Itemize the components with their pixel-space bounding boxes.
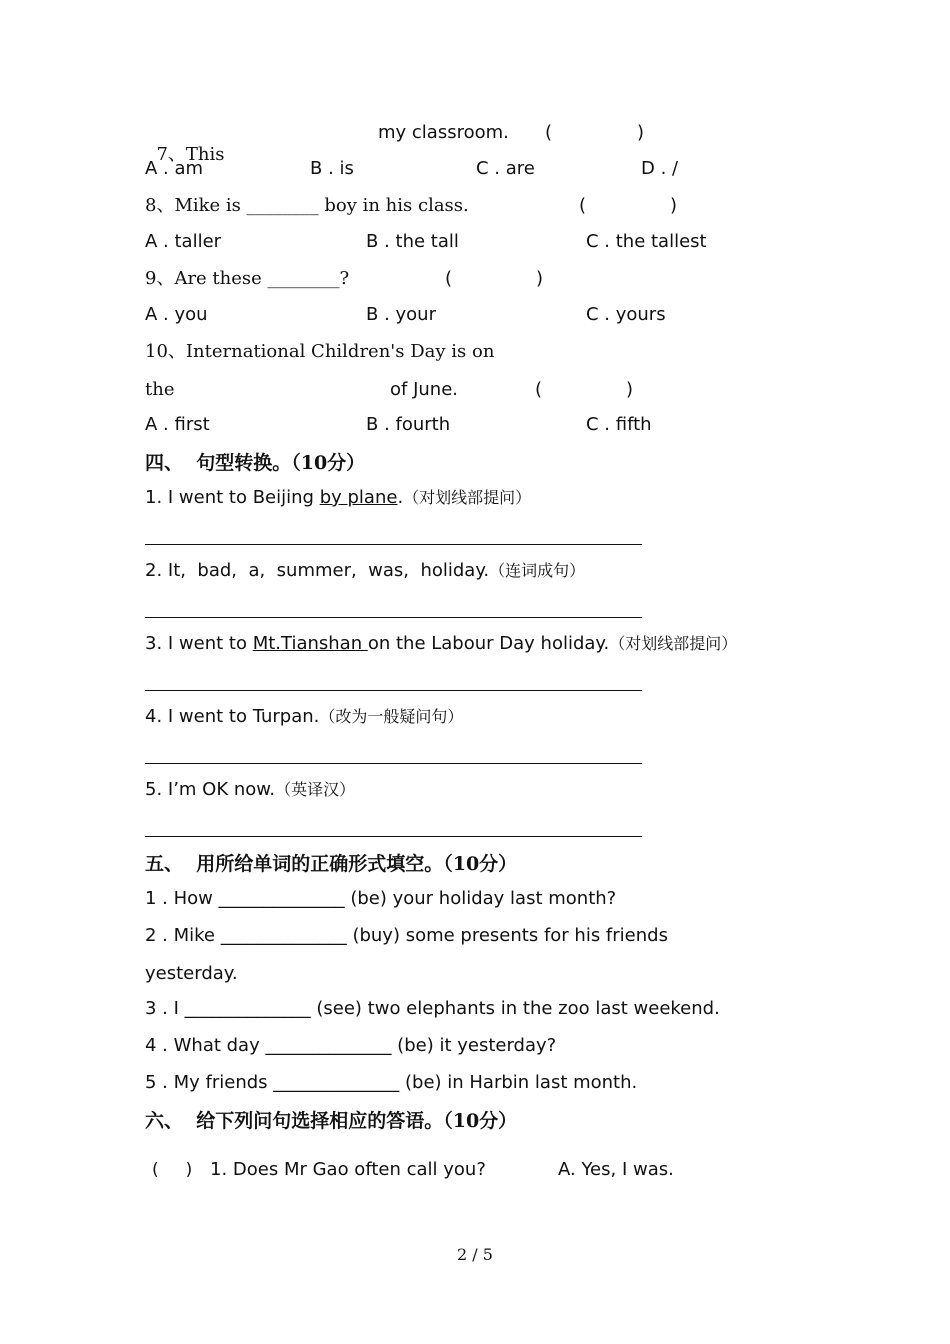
q10-line2-b: of June.	[390, 379, 458, 400]
q7-text-a: 7、This	[156, 144, 225, 165]
q9-option-c: C . yours	[586, 304, 666, 325]
s4-item5-text: 5. I’m OK now.	[145, 779, 276, 800]
q7-option-b: B . is	[310, 158, 354, 179]
q9-option-a: A . you	[145, 304, 208, 325]
s6-item1-paren[interactable]: ( )	[152, 1160, 193, 1180]
s5-line5: 5 . My friends ______________ (be) in Harbin last month.	[145, 1072, 638, 1093]
s5-line3: 3 . I ______________ (see) two elephants in the zoo last weekend.	[145, 998, 720, 1019]
q8-option-b: B . the tall	[366, 231, 459, 252]
q7-option-a: A . am	[145, 158, 204, 179]
section4-title: 四、 句型转换。（10分）	[145, 452, 366, 474]
s4-item1-post: .	[397, 487, 404, 508]
s4-item3-post: on the Labour Day holiday.	[367, 633, 610, 654]
q8-option-a: A . taller	[145, 231, 222, 252]
s5-line1: 1 . How ______________ (be) your holiday last month?	[145, 888, 617, 909]
q10-line1: 10、International Children's Day is on	[145, 341, 495, 362]
q9-text: 9、Are these ________?	[145, 268, 350, 289]
s4-item1	[145, 487, 531, 509]
s4-item1-pre: 1. I went to Beijing	[145, 487, 320, 508]
q9-option-b: B . your	[366, 304, 436, 325]
q7-paren-close: )	[637, 122, 645, 143]
s4-item4-note: （改为一般疑问句）	[319, 707, 464, 726]
s4-item2	[145, 560, 585, 582]
s4-item1-underlined: by plane	[319, 487, 398, 508]
s5-line4: 4 . What day ______________ (be) it yesterday?	[145, 1035, 557, 1056]
s4-item2-note: （连词成句）	[489, 561, 586, 580]
s4-item5	[145, 779, 355, 801]
q10-option-b: B . fourth	[366, 414, 451, 435]
answer-line-4[interactable]	[145, 763, 642, 764]
q9-paren-close: )	[536, 268, 544, 289]
s5-line2: 2 . Mike ______________ (buy) some presents for his friends	[145, 925, 668, 946]
q10-paren-close: )	[626, 379, 634, 400]
q7-option-d: D . /	[641, 158, 679, 179]
s4-item1-note: （对划线部提问）	[403, 488, 532, 507]
q8-option-c: C . the tallest	[586, 231, 707, 252]
s4-item4-text: 4. I went to Turpan.	[145, 706, 320, 727]
q7-text-b: my classroom.	[378, 122, 509, 143]
s4-item4	[145, 706, 463, 728]
s4-item2-text: 2. It, bad, a, summer, was, holiday.	[145, 560, 490, 581]
q10-paren-open: (	[535, 379, 543, 400]
q7-paren-open: (	[545, 122, 553, 143]
s4-item3-pre: 3. I went to	[145, 633, 253, 654]
q10-line2-a: the	[145, 379, 175, 400]
answer-line-5[interactable]	[145, 836, 642, 837]
answer-line-1[interactable]	[145, 544, 642, 545]
section5-title: 五、 用所给单词的正确形式填空。（10分）	[145, 853, 518, 875]
s4-item3-note: （对划线部提问）	[609, 634, 738, 653]
q8-text: 8、Mike is ________ boy in his class.	[145, 195, 469, 216]
s4-item5-note: （英译汉）	[275, 780, 356, 799]
q10-option-a: A . first	[145, 414, 210, 435]
s6-item1-question: 1. Does Mr Gao often call you?	[210, 1159, 486, 1180]
q8-paren-open: (	[579, 195, 587, 216]
section6-title: 六、 给下列问句选择相应的答语。（10分）	[145, 1110, 518, 1132]
q8-paren-close: )	[670, 195, 678, 216]
s4-item3	[145, 633, 737, 655]
s4-item3-underlined: Mt.Tianshan	[252, 633, 368, 654]
answer-line-2[interactable]	[145, 617, 642, 618]
s5-line2-cont: yesterday.	[145, 963, 238, 984]
q9-paren-open: (	[445, 268, 453, 289]
q10-option-c: C . fifth	[586, 414, 652, 435]
page-number: 2 / 5	[457, 1245, 493, 1264]
q7-option-c: C . are	[476, 158, 535, 179]
s6-item1-answer: A. Yes, I was.	[558, 1159, 674, 1180]
answer-line-3[interactable]	[145, 690, 642, 691]
